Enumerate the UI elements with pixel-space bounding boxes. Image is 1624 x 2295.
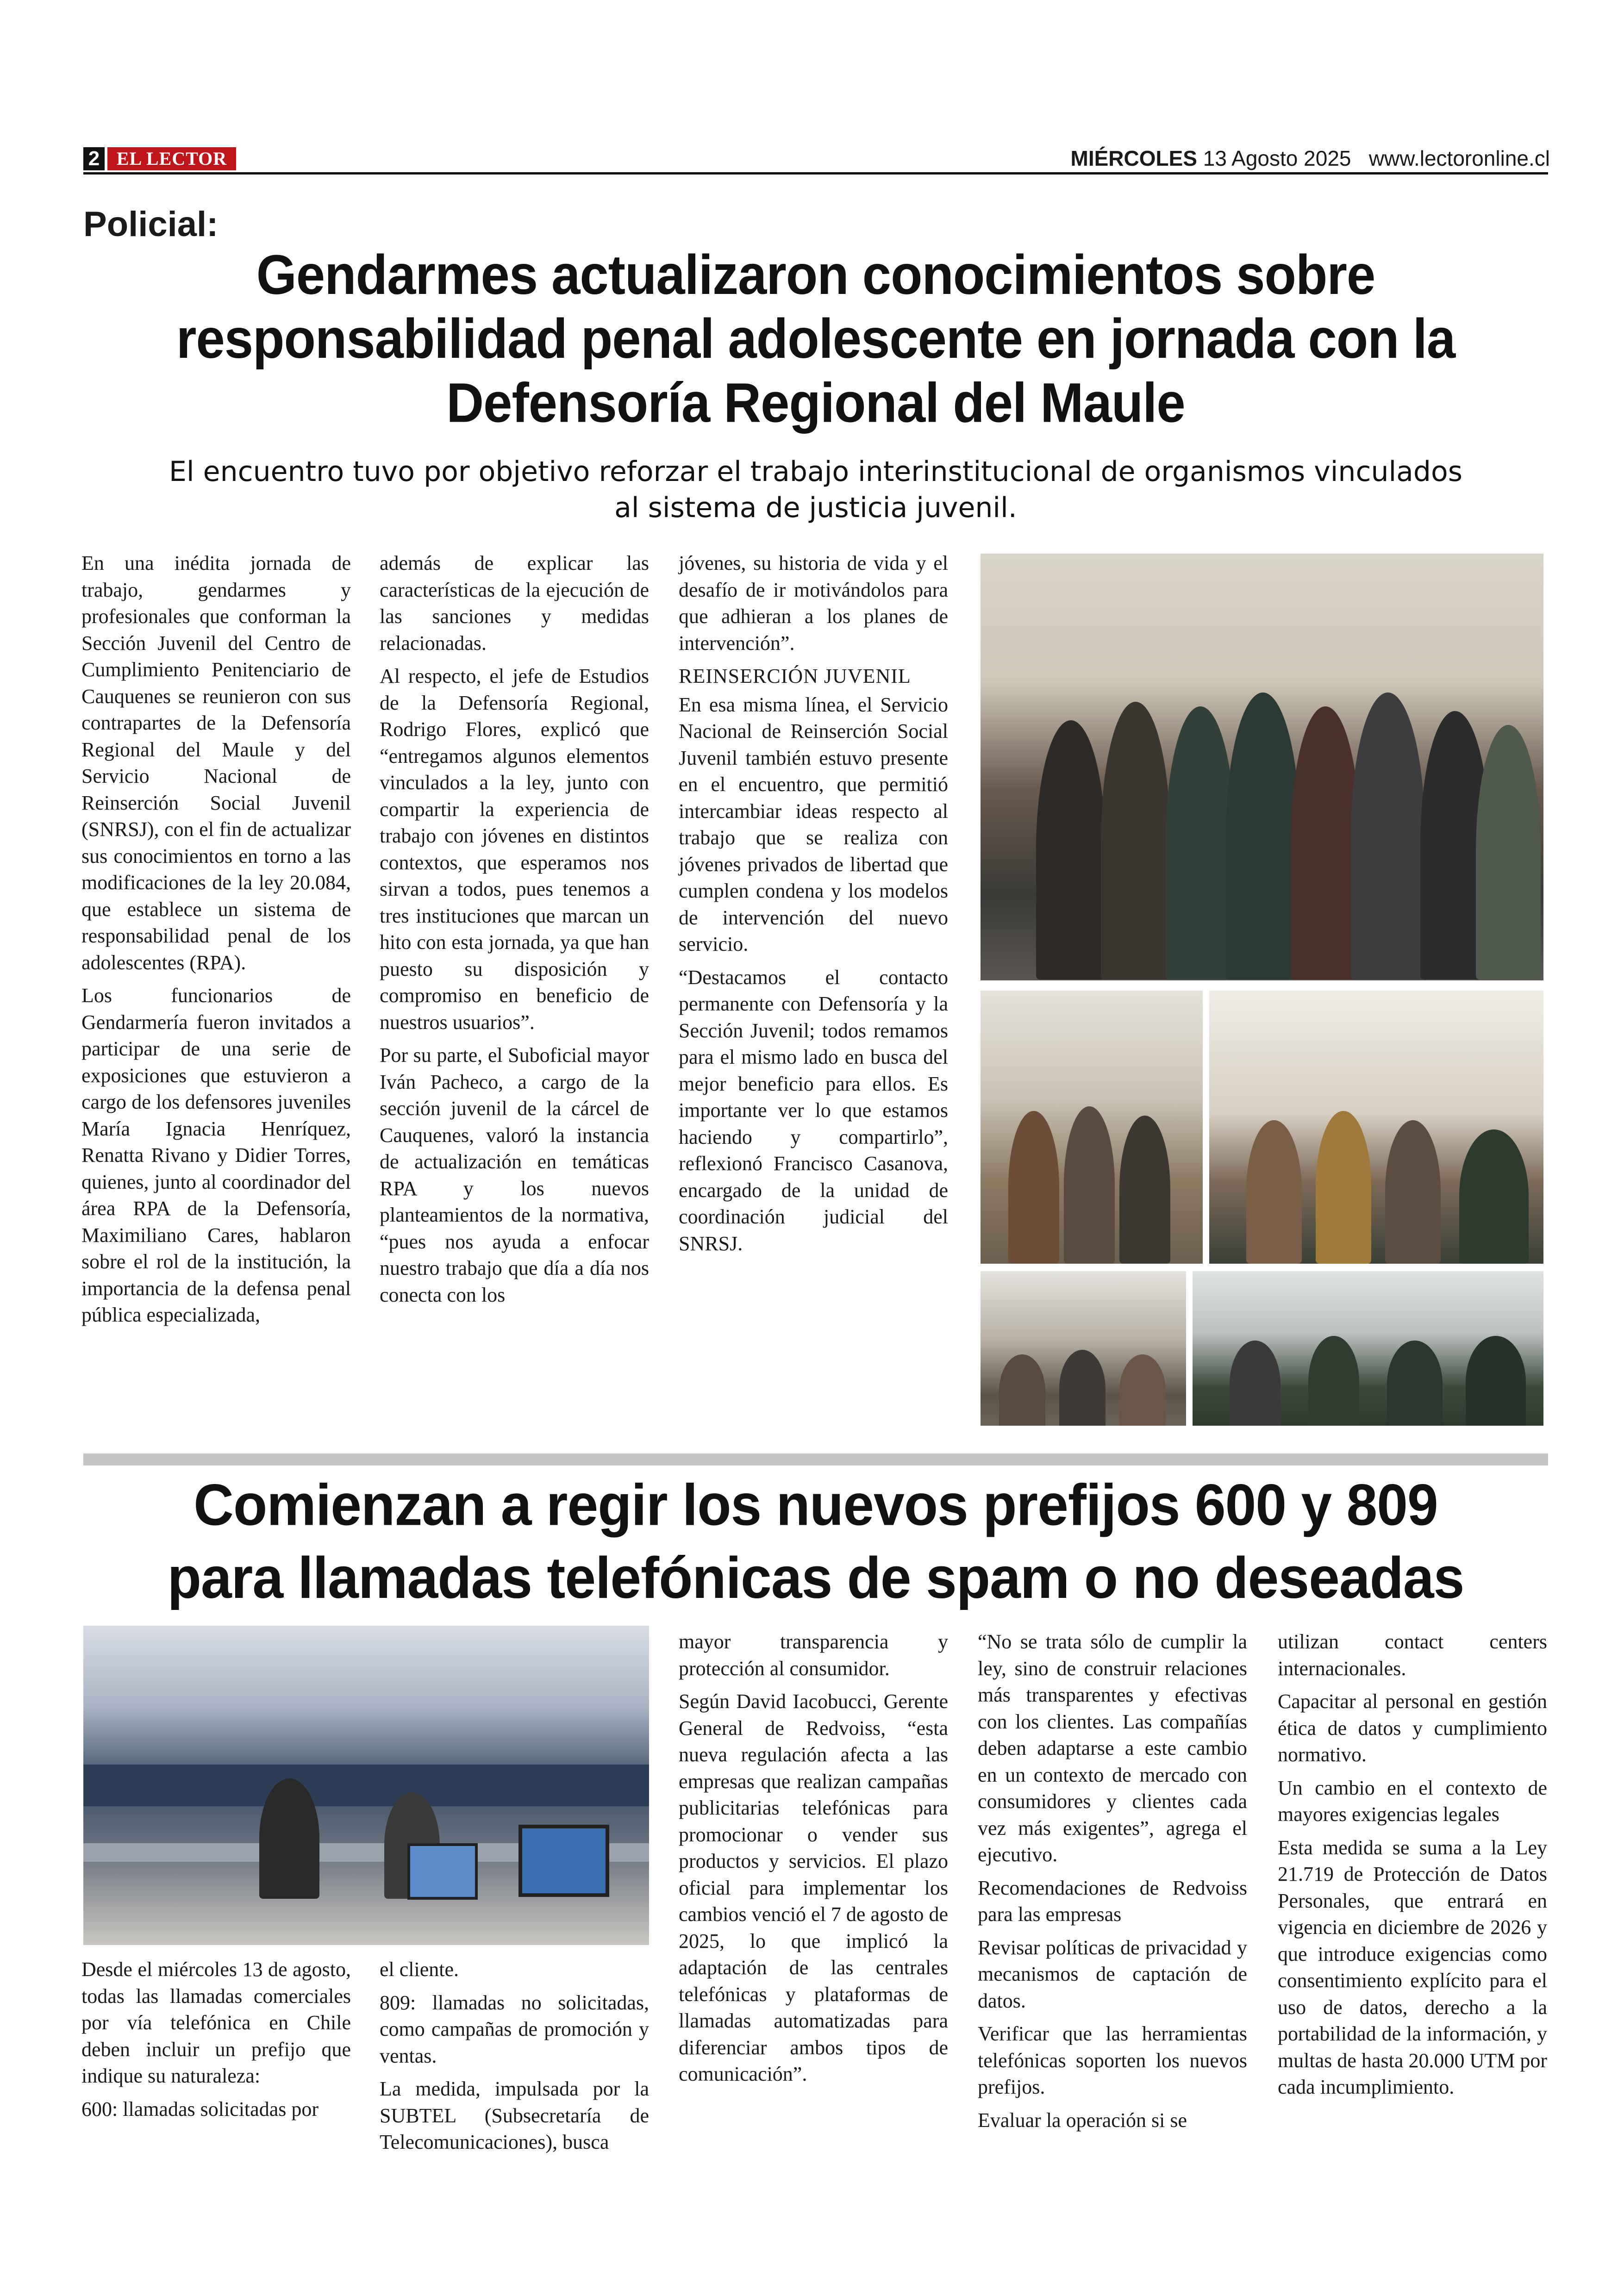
article1-column-1 xyxy=(81,550,351,1335)
article2-headline xyxy=(83,1469,1548,1615)
paragraph: Capacitar al personal en gestión ética de datos y cumplimiento normativo. xyxy=(1278,1690,1547,1766)
article2-column-5 xyxy=(1278,1628,1547,2107)
paragraph: mayor transparencia y protección al consumidor. xyxy=(679,1630,948,1680)
paragraph: Recomendaciones de Redvoiss para las empresas xyxy=(978,1876,1247,1926)
article1-headline-line: responsabilidad penal adolescente en jornada con la xyxy=(176,307,1455,370)
section-label: Policial: xyxy=(83,205,219,244)
header-info xyxy=(1071,144,1550,172)
meeting-photo xyxy=(981,991,1203,1264)
article1-subtitle: REINSERCIÓN JUVENIL xyxy=(679,665,911,687)
newspaper-logo: EL LECTOR xyxy=(107,147,236,170)
article1-column-2 xyxy=(380,550,649,1315)
paragraph: Evaluar la operación si se xyxy=(978,2108,1187,2132)
header-date: 13 Agosto 2025 xyxy=(1203,146,1351,170)
paragraph: 600: llamadas solicitadas por xyxy=(81,2097,319,2120)
meeting-photo xyxy=(981,1271,1186,1426)
article2-headline-line: para llamadas telefónicas de spam o no deseadas xyxy=(167,1545,1464,1611)
paragraph: Esta medida se suma a la Ley 21.719 de Protección de Datos Personales, que entrará en vigencia en diciembre de 2026 y que introduce exigencias como consentimiento explícito para el uso de datos, derecho a la portabilidad de la información, y multas de hasta 20.000 UTM por cada incumplimiento. xyxy=(1278,1836,1547,2098)
header-day: MIÉRCOLES xyxy=(1070,146,1197,170)
paragraph: En esa misma línea, el Servicio Nacional de Reinserción Social Juvenil también estuvo presente en el encuentro, que permitió intercambiar ideas respecto al trabajo que se realiza con jóvenes privados de libertad que cumplen condena y los modelos de intervención del nuevo servicio. xyxy=(679,693,948,955)
paragraph: La medida, impulsada por la SUBTEL (Subsecretaría de Telecomunicaciones), busca xyxy=(380,2077,649,2153)
article2-column-2 xyxy=(380,1956,649,2162)
meeting-photo xyxy=(1193,1271,1543,1426)
page-number: 2 xyxy=(83,147,105,170)
article1-column-3 xyxy=(679,550,948,1263)
paragraph: “Destacamos el contacto permanente con Defensoría y la Sección Juvenil; todos remamos para el mismo lado en busca del mejor beneficio para ellos. Es importante ver lo que estamos haciendo y compartirlo”, reflexionó Francisco Casanova, encargado de la unidad de coordinación judicial del SNRSJ. xyxy=(679,966,948,1255)
paragraph: además de explicar las características de la ejecución de las sanciones y medidas relacionadas. xyxy=(380,552,649,655)
article2-column-4 xyxy=(978,1628,1247,2140)
article2-column-1 xyxy=(81,1956,351,2129)
meeting-photo xyxy=(1209,991,1543,1264)
header-rule xyxy=(83,172,1548,175)
paragraph: utilizan contact centers internacionales. xyxy=(1278,1630,1547,1680)
paragraph: jóvenes, su historia de vida y el desafío de ir motivándolos para que adhieran a los planes de intervención”. xyxy=(679,552,948,655)
header-website: www.lectoronline.cl xyxy=(1368,146,1550,170)
paragraph: Al respecto, el jefe de Estudios de la Defensoría Regional, Rodrigo Flores, explicó que “entregamos algunos elementos vinculados a la ley, junto con compartir la experiencia de trabajo con jóvenes en distintos contextos, que esperamos nos sirvan a todos, pues tenemos a tres instituciones que marcan un hito con esta jornada, ya que han puesto su disposición y compromiso en beneficio de nuestros usuarios”. xyxy=(380,665,649,1034)
call-center-photo xyxy=(83,1626,649,1945)
paragraph: Revisar políticas de privacidad y mecanismos de captación de datos. xyxy=(978,1936,1247,2012)
article2-headline-line: Comienzan a regir los nuevos prefijos 600 y 809 xyxy=(194,1472,1438,1538)
article1-subhead-line: El encuentro tuvo por objetivo reforzar el trabajo interinstitucional de organismos vinculados xyxy=(169,455,1462,488)
paragraph: 809: llamadas no solicitadas, como campañas de promoción y ventas. xyxy=(380,1991,649,2067)
article1-subhead xyxy=(139,454,1493,526)
paragraph: Por su parte, el Suboficial mayor Iván Pacheco, a cargo de la sección juvenil de la cárcel de Cauquenes, valoró la instancia de actualización en temáticas RPA y los nuevos planteamientos de la normativa, “pues nos ayuda a enfocar nuestro trabajo que día a día nos conecta con los xyxy=(380,1044,649,1306)
article-separator xyxy=(83,1453,1548,1466)
paragraph: Según David Iacobucci, Gerente General de Redvoiss, “esta nueva regulación afecta a las empresas que realizan campañas publicitarias telefónicas para promocionar o vender sus productos y servicios. El plazo oficial para implementar los cambios venció el 7 de agosto de 2025, lo que implicó la adaptación de las centrales telefónicas y plataformas de llamadas automatizadas para diferenciar ambos tipos de comunicación”. xyxy=(679,1690,948,2085)
article2-column-3 xyxy=(679,1628,948,2094)
article1-headline xyxy=(83,243,1548,435)
paragraph: el cliente. xyxy=(380,1958,459,1981)
paragraph: Un cambio en el contexto de mayores exigencias legales xyxy=(1278,1776,1547,1826)
article1-headline-line: Gendarmes actualizaron conocimientos sobre xyxy=(256,243,1375,306)
paragraph: Los funcionarios de Gendarmería fueron invitados a participar de una serie de exposiciones que estuvieron a cargo de los defensores juveniles María Ignacia Henríquez, Renatta Rivano y Didier Torres, quienes, junto al coordinador del área RPA de la Defensoría, Maximiliano Cares, hablaron sobre el rol de la institución, la importancia de la defensa penal pública especializada, xyxy=(81,984,351,1326)
paragraph: Desde el miércoles 13 de agosto, todas las llamadas comerciales por vía telefónica en Chile deben incluir un prefijo que indique su naturaleza: xyxy=(81,1958,351,2087)
group-photo xyxy=(981,554,1543,980)
paragraph: “No se trata sólo de cumplir la ley, sino de construir relaciones más transparentes y efectivas con los clientes. Las compañías deben adaptarse a este cambio en un contexto de mercado con consumidores y clientes cada vez más exigentes”, agrega el ejecutivo. xyxy=(978,1630,1247,1866)
paragraph: En una inédita jornada de trabajo, gendarmes y profesionales que conforman la Sección Juvenil del Centro de Cumplimiento Penitenciario de Cauquenes se reunieron con sus contrapartes de la Defensoría Regional del Maule y del Servicio Nacional de Reinserción Social Juvenil (SNRSJ), con el fin de actualizar sus conocimientos en torno a las modificaciones de la ley 20.084, que establece un sistema de responsabilidad penal de los adolescentes (RPA). xyxy=(81,552,351,974)
article1-headline-line: Defensoría Regional del Maule xyxy=(446,371,1185,434)
paragraph: Verificar que las herramientas telefónicas soporten los nuevos prefijos. xyxy=(978,2022,1247,2098)
article1-subhead-line: al sistema de justicia juvenil. xyxy=(614,492,1017,524)
